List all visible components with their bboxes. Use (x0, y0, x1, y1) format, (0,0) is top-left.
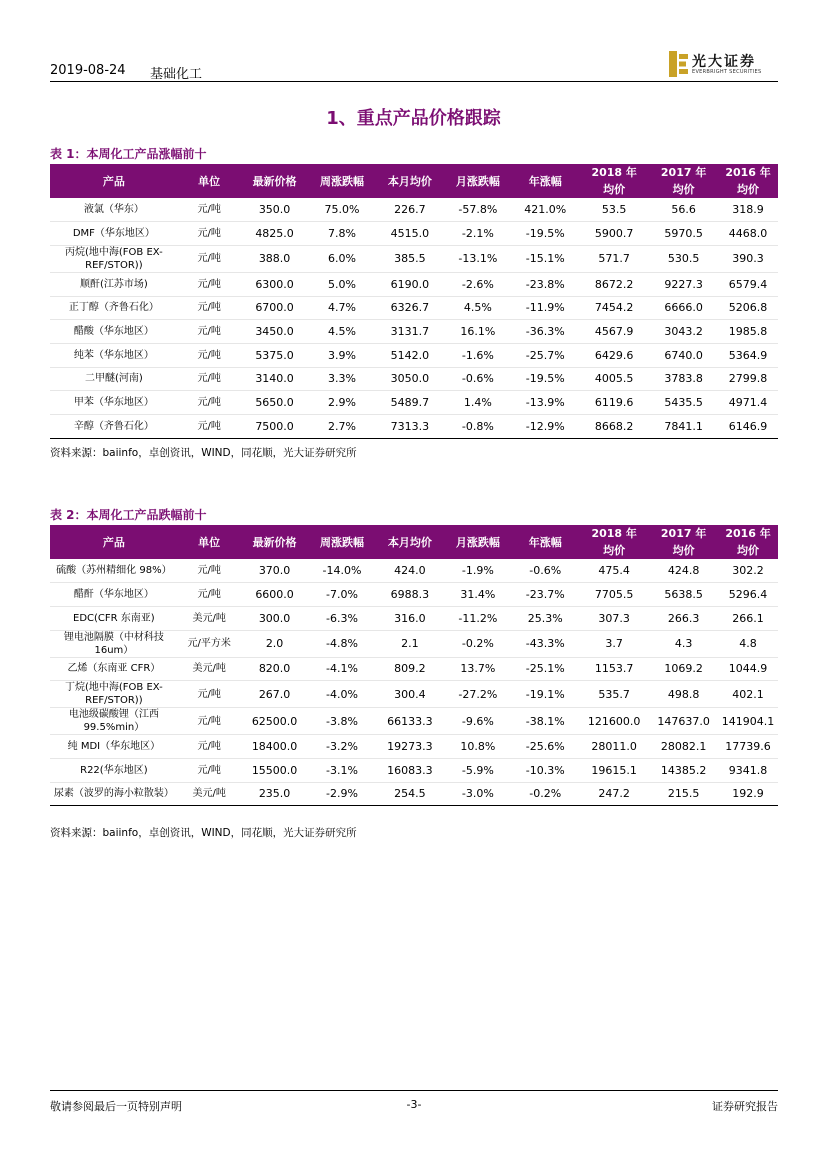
column-header: 最新价格 (241, 164, 309, 198)
table-row (50, 343, 778, 367)
unit-cell: 元/吨 (197, 688, 221, 700)
value-cell: 53.5 (601, 203, 627, 217)
column-header: 月涨跌幅 (444, 525, 511, 559)
value-cell: 226.7 (394, 203, 426, 217)
value-cell: -2.9% (326, 787, 358, 801)
value-cell: -23.7% (525, 588, 565, 602)
value-cell: -25.7% (525, 348, 565, 362)
value-cell: 28082.1 (660, 740, 707, 754)
value-cell: 15500.0 (251, 763, 298, 777)
value-cell: 267.0 (258, 687, 291, 701)
value-cell: 6700.0 (255, 301, 294, 315)
table-row (50, 296, 778, 320)
unit-cell: 元/吨 (197, 420, 221, 432)
company-logo (668, 50, 778, 78)
column-header: 产品 (50, 164, 178, 198)
column-header: 单位 (178, 164, 241, 198)
value-cell: -10.3% (525, 763, 565, 777)
value-cell: 6740.0 (664, 348, 703, 362)
value-cell: 192.9 (732, 787, 764, 801)
product-name-cell: 硫酸（苏州精细化 98%） (56, 565, 172, 577)
value-cell: 3131.7 (390, 325, 430, 339)
value-cell: 28011.0 (591, 740, 637, 754)
value-cell: 5.0% (328, 277, 356, 291)
value-cell: 3450.0 (255, 325, 294, 339)
unit-cell: 元/吨 (197, 715, 221, 727)
product-name-cell: 丁烷(地中海(FOB EX-REF/STOR)) (65, 682, 163, 707)
table-row (50, 735, 778, 759)
table-row (50, 630, 778, 657)
value-cell: 147637.0 (657, 714, 710, 728)
value-cell: 4.7% (328, 301, 356, 315)
value-cell: 1044.9 (728, 662, 768, 676)
value-cell: -11.2% (458, 611, 498, 625)
value-cell: 318.9 (732, 203, 764, 217)
table-row (50, 657, 778, 681)
value-cell: 19273.3 (387, 740, 433, 754)
column-header: 本月均价 (375, 164, 444, 198)
value-cell: 235.0 (258, 787, 291, 801)
value-cell: -0.2% (461, 637, 494, 651)
report-date: 2019-08-24 (50, 63, 126, 78)
unit-cell: 元/吨 (197, 253, 221, 265)
value-cell: 6988.3 (390, 588, 430, 602)
table2-source: 资料来源：baiinfo，卓创资讯，WIND，同花顺，光大证券研究所 (50, 827, 357, 839)
value-cell: 2.7% (328, 419, 356, 433)
table1-header-row (50, 164, 778, 198)
unit-cell: 元/平方米 (187, 638, 231, 650)
column-header: 2016 年 均价 (718, 525, 778, 559)
value-cell: 6.0% (328, 252, 356, 266)
unit-cell: 元/吨 (197, 373, 221, 385)
value-cell: 75.0% (324, 203, 360, 217)
value-cell: 535.7 (598, 687, 630, 701)
column-header: 本月均价 (375, 525, 444, 559)
value-cell: 7705.5 (594, 588, 634, 602)
value-cell: 820.0 (258, 662, 291, 676)
value-cell: -19.5% (525, 227, 565, 241)
column-header: 月涨跌幅 (444, 164, 511, 198)
unit-cell: 元/吨 (197, 565, 221, 577)
table-row (50, 245, 778, 272)
value-cell: -15.1% (525, 252, 565, 266)
value-cell: 1153.7 (594, 662, 634, 676)
value-cell: 390.3 (732, 252, 764, 266)
value-cell: 266.1 (732, 611, 764, 625)
value-cell: -36.3% (525, 325, 565, 339)
table-row (50, 198, 778, 222)
value-cell: 302.2 (732, 564, 764, 578)
table-row (50, 559, 778, 583)
value-cell: 5364.9 (728, 348, 768, 362)
value-cell: 9341.8 (728, 763, 768, 777)
value-cell: 3783.8 (664, 372, 703, 386)
table-row (50, 583, 778, 607)
value-cell: -7.0% (326, 588, 358, 602)
value-cell: 1.4% (463, 396, 492, 410)
table-row (50, 320, 778, 344)
product-name-cell: 丙烷(地中海(FOB EX-REF/STOR)) (65, 246, 163, 271)
column-header: 周涨跌幅 (309, 525, 376, 559)
value-cell: 66133.3 (387, 714, 433, 728)
table-row (50, 782, 778, 806)
unit-cell: 美元/吨 (192, 788, 226, 800)
value-cell: 3050.0 (390, 372, 430, 386)
unit-cell: 元/吨 (197, 349, 221, 361)
value-cell: 9227.3 (664, 277, 703, 291)
value-cell: 424.0 (394, 564, 426, 578)
table-row (50, 272, 778, 296)
value-cell: 4.5% (463, 301, 492, 315)
product-name-cell: 电池级碳酸锂（江西 99.5%min） (68, 709, 159, 734)
product-name-cell: 纯 MDI（华东地区） (67, 741, 161, 753)
value-cell: 7313.3 (390, 419, 430, 433)
value-cell: 1985.8 (728, 325, 768, 339)
value-cell: -57.8% (458, 203, 498, 217)
column-header: 单位 (178, 525, 241, 559)
value-cell: 7.8% (328, 227, 356, 241)
value-cell: -19.5% (525, 372, 565, 386)
value-cell: 2.0 (265, 637, 284, 651)
value-cell: 4971.4 (728, 396, 768, 410)
value-cell: 13.7% (460, 662, 496, 676)
table-row (50, 391, 778, 415)
value-cell: 4005.5 (594, 372, 634, 386)
table-row (50, 367, 778, 391)
value-cell: -13.9% (525, 396, 565, 410)
value-cell: 530.5 (667, 252, 700, 266)
value-cell: -5.9% (461, 763, 494, 777)
table1-caption: 表 1：本周化工产品涨幅前十 (50, 147, 207, 161)
value-cell: -0.6% (529, 564, 562, 578)
page-footer (50, 1090, 778, 1120)
product-name-cell: 正丁醇（齐鲁石化） (68, 302, 159, 314)
value-cell: -25.1% (525, 662, 565, 676)
value-cell: 5142.0 (390, 348, 430, 362)
value-cell: -19.1% (525, 687, 565, 701)
value-cell: 247.2 (598, 787, 630, 801)
value-cell: 385.5 (394, 252, 426, 266)
value-cell: 498.8 (667, 687, 700, 701)
column-header: 2018 年 均价 (579, 164, 649, 198)
unit-cell: 元/吨 (197, 228, 221, 240)
value-cell: 3.9% (328, 348, 356, 362)
product-name-cell: 醋酐（华东地区） (73, 589, 154, 601)
value-cell: -0.2% (529, 787, 562, 801)
table-row (50, 681, 778, 708)
product-name-cell: 甲苯（华东地区） (73, 397, 154, 409)
value-cell: 3140.0 (255, 372, 294, 386)
value-cell: 5638.5 (664, 588, 703, 602)
value-cell: -1.6% (461, 348, 494, 362)
value-cell: 421.0% (524, 203, 567, 217)
value-cell: 18400.0 (251, 740, 298, 754)
logo-subtitle: EVERBRIGHT SECURITIES (692, 69, 762, 75)
value-cell: 215.5 (667, 787, 700, 801)
value-cell: 350.0 (258, 203, 291, 217)
disclaimer-notice: 敬请参阅最后一页特别声明 (50, 1100, 182, 1113)
value-cell: 254.5 (394, 787, 426, 801)
value-cell: 14385.2 (660, 763, 707, 777)
value-cell: -25.6% (525, 740, 565, 754)
value-cell: 370.0 (258, 564, 291, 578)
unit-cell: 美元/吨 (192, 663, 226, 675)
value-cell: 7841.1 (664, 419, 703, 433)
value-cell: 402.1 (732, 687, 764, 701)
value-cell: 5489.7 (390, 396, 430, 410)
value-cell: -4.8% (326, 637, 358, 651)
unit-cell: 元/吨 (197, 204, 221, 216)
value-cell: 4515.0 (390, 227, 430, 241)
report-section: 基础化工 (150, 67, 203, 82)
value-cell: 5435.5 (664, 396, 703, 410)
value-cell: 6326.7 (390, 301, 430, 315)
column-header: 年涨幅 (511, 525, 579, 559)
value-cell: 121600.0 (587, 714, 641, 728)
unit-cell: 元/吨 (197, 397, 221, 409)
value-cell: 4567.9 (594, 325, 634, 339)
table2-falling-products (50, 525, 778, 806)
value-cell: 10.8% (460, 740, 496, 754)
table-row (50, 606, 778, 630)
value-cell: -1.9% (461, 564, 494, 578)
value-cell: 8672.2 (594, 277, 634, 291)
value-cell: 5970.5 (664, 227, 703, 241)
value-cell: -13.1% (458, 252, 498, 266)
product-name-cell: R22(华东地区) (80, 764, 148, 776)
value-cell: 4.8 (739, 637, 757, 651)
value-cell: 6579.4 (728, 277, 768, 291)
value-cell: -3.1% (326, 763, 358, 777)
table2-header-row (50, 525, 778, 559)
value-cell: 6300.0 (255, 277, 294, 291)
table-row (50, 415, 778, 439)
value-cell: 62500.0 (251, 714, 298, 728)
product-name-cell: EDC(CFR 东南亚) (73, 612, 155, 624)
product-name-cell: 顺酐(江苏市场) (79, 278, 148, 290)
value-cell: 809.2 (394, 662, 426, 676)
value-cell: 56.6 (671, 203, 696, 217)
value-cell: 25.3% (527, 611, 563, 625)
table-row (50, 708, 778, 735)
product-name-cell: 纯苯（华东地区） (73, 349, 154, 361)
table2-caption: 表 2：本周化工产品跌幅前十 (50, 508, 207, 522)
value-cell: 6190.0 (390, 277, 430, 291)
value-cell: 1069.2 (664, 662, 703, 676)
value-cell: -4.1% (326, 662, 358, 676)
unit-cell: 美元/吨 (192, 612, 226, 624)
value-cell: 5206.8 (728, 301, 768, 315)
table-row (50, 758, 778, 782)
value-cell: 6146.9 (728, 419, 768, 433)
value-cell: 4825.0 (255, 227, 294, 241)
value-cell: -38.1% (525, 714, 565, 728)
unit-cell: 元/吨 (197, 589, 221, 601)
value-cell: -9.6% (461, 714, 494, 728)
product-name-cell: 液氯（华东） (83, 204, 144, 216)
value-cell: 424.8 (667, 564, 700, 578)
value-cell: 2.9% (328, 396, 356, 410)
logo-mark-icon (668, 50, 690, 78)
value-cell: 6600.0 (255, 588, 294, 602)
value-cell: 17739.6 (725, 740, 771, 754)
value-cell: -12.9% (525, 419, 565, 433)
value-cell: 2799.8 (728, 372, 768, 386)
page-number: -3- (406, 1098, 422, 1111)
value-cell: -3.8% (326, 714, 358, 728)
value-cell: -0.8% (461, 419, 494, 433)
value-cell: 16.1% (460, 325, 496, 339)
value-cell: 8668.2 (594, 419, 634, 433)
report-type: 证券研究报告 (712, 1100, 778, 1113)
unit-cell: 元/吨 (197, 278, 221, 290)
value-cell: -23.8% (525, 277, 565, 291)
value-cell: 3.7 (605, 637, 623, 651)
unit-cell: 元/吨 (197, 741, 221, 753)
product-name-cell: 尿素（波罗的海小粒散装） (53, 788, 174, 800)
value-cell: -6.3% (326, 611, 358, 625)
value-cell: 141904.1 (721, 714, 775, 728)
logo-name: 光大证券 (692, 54, 756, 70)
value-cell: 7500.0 (255, 419, 294, 433)
value-cell: -3.2% (326, 740, 358, 754)
value-cell: -3.0% (461, 787, 494, 801)
value-cell: 19615.1 (591, 763, 637, 777)
value-cell: 5296.4 (728, 588, 768, 602)
column-header: 2017 年 均价 (649, 164, 718, 198)
column-header: 2018 年 均价 (579, 525, 649, 559)
table1-source: 资料来源：baiinfo，卓创资讯，WIND，同花顺，光大证券研究所 (50, 447, 357, 459)
value-cell: 2.1 (401, 637, 419, 651)
value-cell: 475.4 (598, 564, 630, 578)
column-header: 产品 (50, 525, 178, 559)
value-cell: 300.0 (258, 611, 291, 625)
unit-cell: 元/吨 (197, 764, 221, 776)
value-cell: -2.1% (461, 227, 494, 241)
product-name-cell: 醋酸（华东地区） (73, 326, 154, 338)
value-cell: 571.7 (598, 252, 630, 266)
table1-rising-products (50, 164, 778, 439)
value-cell: 6429.6 (594, 348, 634, 362)
value-cell: -2.6% (461, 277, 494, 291)
unit-cell: 元/吨 (197, 326, 221, 338)
page-header (50, 48, 778, 82)
column-header: 2017 年 均价 (649, 525, 718, 559)
product-name-cell: 二甲醚(河南) (84, 373, 143, 385)
product-name-cell: 辛醇（齐鲁石化） (73, 420, 154, 432)
value-cell: 3.3% (328, 372, 356, 386)
product-name-cell: DMF（华东地区） (72, 228, 155, 240)
value-cell: 6666.0 (664, 301, 703, 315)
value-cell: 6119.6 (594, 396, 634, 410)
value-cell: -27.2% (458, 687, 498, 701)
product-name-cell: 乙烯（东南亚 CFR） (67, 663, 161, 675)
column-header: 年涨幅 (511, 164, 579, 198)
value-cell: 7454.2 (594, 301, 634, 315)
value-cell: 31.4% (460, 588, 496, 602)
value-cell: -0.6% (461, 372, 494, 386)
value-cell: 316.0 (394, 611, 426, 625)
column-header: 周涨跌幅 (309, 164, 376, 198)
table-row (50, 222, 778, 246)
value-cell: -4.0% (326, 687, 358, 701)
value-cell: 5650.0 (255, 396, 294, 410)
value-cell: 5900.7 (594, 227, 634, 241)
value-cell: 300.4 (394, 687, 426, 701)
value-cell: 307.3 (598, 611, 630, 625)
value-cell: 5375.0 (255, 348, 294, 362)
column-header: 2016 年 均价 (718, 164, 778, 198)
value-cell: 16083.3 (387, 763, 433, 777)
value-cell: 388.0 (258, 252, 291, 266)
value-cell: 266.3 (667, 611, 700, 625)
product-name-cell: 锂电池隔膜（中材科技 16um） (63, 631, 164, 656)
value-cell: -14.0% (322, 564, 362, 578)
value-cell: -43.3% (525, 637, 565, 651)
value-cell: 3043.2 (664, 325, 703, 339)
unit-cell: 元/吨 (197, 302, 221, 314)
section-title: 1、重点产品价格跟踪 (326, 108, 501, 129)
value-cell: 4.3 (674, 637, 693, 651)
value-cell: -11.9% (525, 301, 565, 315)
value-cell: 4.5% (328, 325, 356, 339)
column-header: 最新价格 (241, 525, 309, 559)
value-cell: 4468.0 (728, 227, 768, 241)
